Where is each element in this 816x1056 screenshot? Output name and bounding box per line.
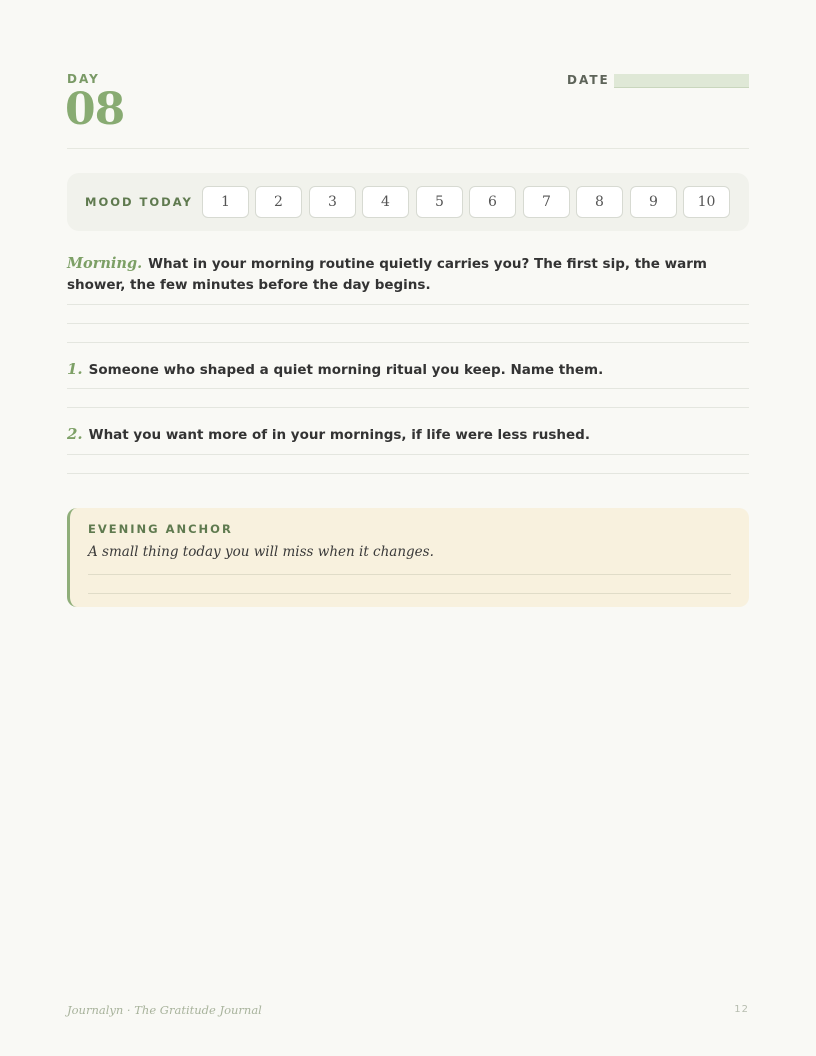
mood-option-3[interactable]: 3 xyxy=(309,186,356,218)
question-2 xyxy=(67,424,749,445)
morning-question: What in your morning routine quietly carries you? The first sip, the warm shower, the few minutes before the day begins. xyxy=(67,256,707,293)
writing-line[interactable] xyxy=(67,473,749,474)
writing-line[interactable] xyxy=(67,388,749,389)
mood-scale xyxy=(202,186,732,218)
day-number: 08 xyxy=(65,84,125,135)
mood-label: MOOD TODAY xyxy=(85,195,193,209)
morning-prompt xyxy=(67,253,737,296)
writing-line[interactable] xyxy=(67,454,749,455)
journal-page xyxy=(67,0,749,1056)
mood-option-9[interactable]: 9 xyxy=(630,186,677,218)
question-1-number: 1. xyxy=(67,360,83,378)
question-1 xyxy=(67,359,749,380)
mood-option-10[interactable]: 10 xyxy=(683,186,730,218)
mood-option-7[interactable]: 7 xyxy=(523,186,570,218)
page-header xyxy=(67,72,749,149)
page-number: 12 xyxy=(734,1004,749,1015)
mood-option-1[interactable]: 1 xyxy=(202,186,249,218)
writing-line[interactable] xyxy=(88,574,731,575)
question-2-number: 2. xyxy=(67,425,83,443)
evening-anchor-prompt: A small thing today you will miss when it changes. xyxy=(88,544,434,560)
writing-line[interactable] xyxy=(67,304,749,305)
writing-line[interactable] xyxy=(67,323,749,324)
date-label: DATE xyxy=(567,73,610,87)
writing-line[interactable] xyxy=(88,593,731,594)
question-2-text: What you want more of in your mornings, if life were less rushed. xyxy=(88,427,590,443)
mood-tracker xyxy=(67,173,749,231)
footer-title: Journalyn · The Gratitude Journal xyxy=(67,1003,262,1017)
evening-anchor-label: EVENING ANCHOR xyxy=(88,522,233,536)
writing-line[interactable] xyxy=(67,407,749,408)
question-1-text: Someone who shaped a quiet morning ritual you keep. Name them. xyxy=(88,362,604,378)
mood-option-8[interactable]: 8 xyxy=(576,186,623,218)
day-label: DAY xyxy=(67,72,100,86)
writing-line[interactable] xyxy=(67,342,749,343)
mood-option-5[interactable]: 5 xyxy=(416,186,463,218)
mood-option-6[interactable]: 6 xyxy=(469,186,516,218)
mood-option-4[interactable]: 4 xyxy=(362,186,409,218)
morning-lead: Morning. xyxy=(67,255,143,272)
date-field[interactable] xyxy=(614,74,749,88)
mood-option-2[interactable]: 2 xyxy=(255,186,302,218)
evening-anchor-card xyxy=(67,508,749,607)
